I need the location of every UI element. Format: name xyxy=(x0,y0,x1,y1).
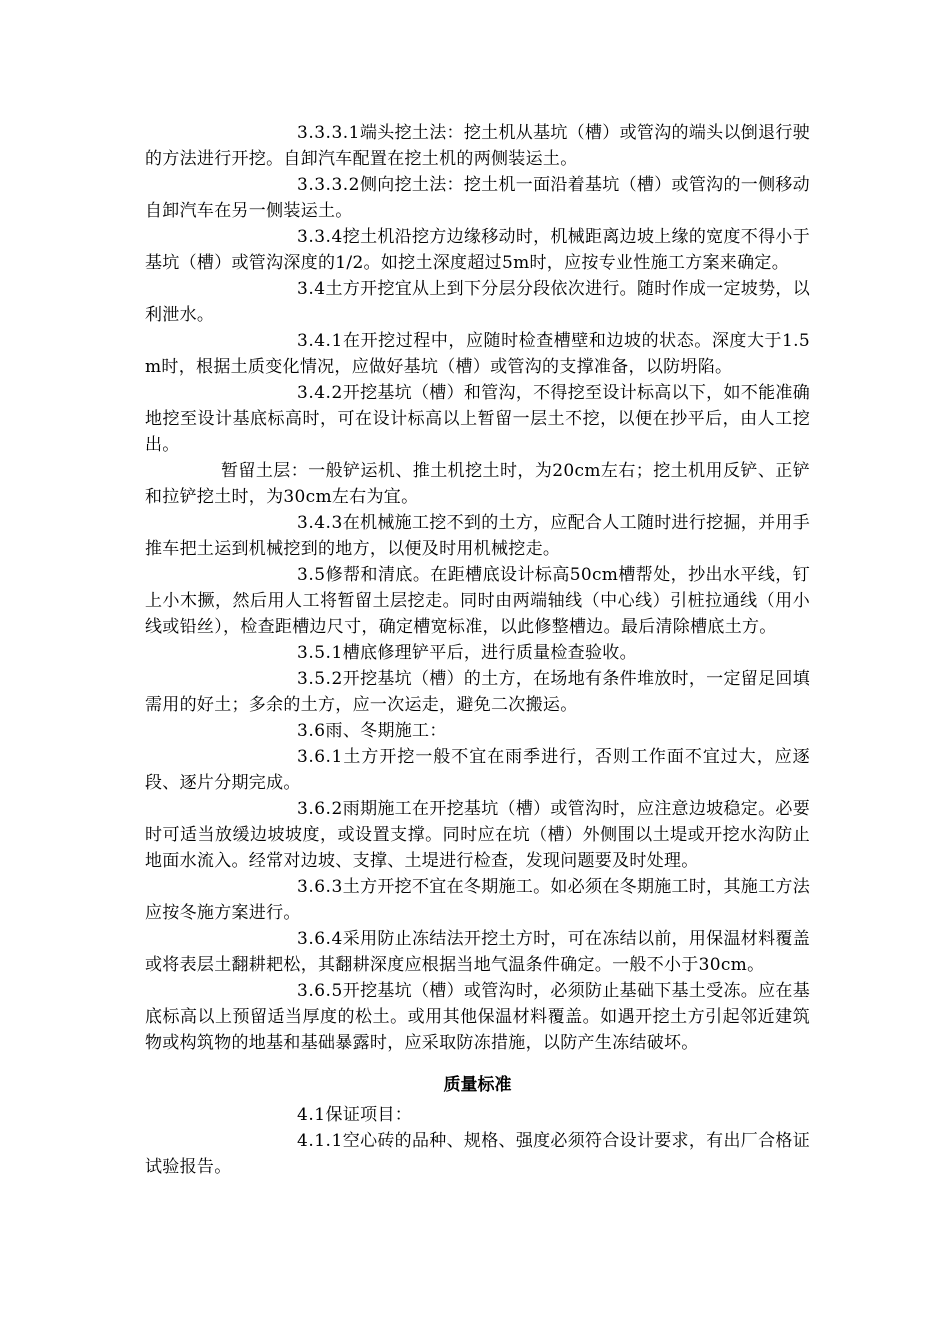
clause-text: 在开挖过程中，应随时检查槽壁和边坡的状态。深度大于1.5m时，根据土质变化情况，应做好基坑（槽）或管沟的支撑准备，以防坍陷。 xyxy=(145,331,810,377)
clause-number: 3.6 xyxy=(297,721,326,741)
clause-text: 开挖基坑（槽）或管沟时，必须防止基础下基土受冻。应在基底标高以上预留适当厚度的松土。或用其他保温材料覆盖。如遇开挖土方引起邻近建筑物或构筑物的地基和基础暴露时，应采取防冻措施，以防产生冻结破坏。 xyxy=(145,981,810,1053)
clause-number: 3.6.4 xyxy=(297,929,343,949)
section-quality xyxy=(145,1102,810,1180)
clause-text: 开挖基坑（槽）的土方，在场地有条件堆放时，一定留足回填需用的好土；多余的土方，应一次运走，避免二次搬运。 xyxy=(145,669,810,715)
clause-number: 3.5 xyxy=(297,565,326,585)
paragraph xyxy=(145,796,810,874)
clause-number: 3.6.5 xyxy=(297,981,343,1001)
paragraph xyxy=(145,978,810,1056)
clause-number: 3.3.3.1 xyxy=(297,123,360,143)
clause-text: 槽底修理铲平后，进行质量检查验收。 xyxy=(342,643,637,663)
clause-text: 采用防止冻结法开挖土方时，可在冻结以前，用保温材料覆盖或将表层土翻耕耙松，其翻耕深度应根据当地气温条件确定。一般不小于30cm。 xyxy=(145,929,810,975)
clause-text: 暂留土层：一般铲运机、推土机挖土时，为20cm左右；挖土机用反铲、正铲和拉铲挖土时，为30cm左右为宜。 xyxy=(145,461,810,507)
paragraph xyxy=(145,666,810,718)
paragraph xyxy=(145,328,810,380)
paragraph xyxy=(145,874,810,926)
paragraph xyxy=(145,120,810,172)
document-page xyxy=(145,120,810,1180)
clause-number: 4.1 xyxy=(297,1105,326,1125)
clause-text: 土方开挖一般不宜在雨季进行，否则工作面不宜过大，应逐段、逐片分期完成。 xyxy=(145,747,810,793)
clause-number: 3.4 xyxy=(297,279,326,299)
clause-text: 空心砖的品种、规格、强度必须符合设计要求，有出厂合格证试验报告。 xyxy=(145,1131,810,1177)
clause-text: 土方开挖不宜在冬期施工。如必须在冬期施工时，其施工方法应按冬施方案进行。 xyxy=(145,877,810,923)
paragraph xyxy=(145,744,810,796)
clause-number: 3.5.1 xyxy=(297,643,343,663)
clause-text: 雨期施工在开挖基坑（槽）或管沟时，应注意边坡稳定。必要时可适当放缓边坡坡度，或设置支撑。同时应在坑（槽）外侧围以土堤或开挖水沟防止地面水流入。经常对边坡、支撑、土堤进行检查，发现问题要及时处理。 xyxy=(145,799,810,871)
clause-number: 3.4.2 xyxy=(297,383,343,403)
paragraph xyxy=(145,172,810,224)
clause-text: 土方开挖宜从上到下分层分段依次进行。随时作成一定坡势，以利泄水。 xyxy=(145,279,810,325)
paragraph xyxy=(145,510,810,562)
clause-text: 保证项目： xyxy=(325,1105,413,1125)
paragraph xyxy=(145,276,810,328)
section-earthwork xyxy=(145,120,810,1056)
paragraph xyxy=(145,458,810,510)
paragraph xyxy=(145,926,810,978)
paragraph xyxy=(145,718,810,744)
clause-number: 3.3.4 xyxy=(297,227,343,247)
paragraph xyxy=(145,224,810,276)
paragraph xyxy=(145,562,810,640)
clause-number: 3.5.2 xyxy=(297,669,343,689)
paragraph xyxy=(145,380,810,458)
clause-number: 3.4.3 xyxy=(297,513,343,533)
clause-number: 4.1.1 xyxy=(297,1131,343,1151)
clause-text: 雨、冬期施工： xyxy=(325,721,447,741)
clause-number: 3.4.1 xyxy=(297,331,343,351)
clause-number: 3.6.2 xyxy=(297,799,343,819)
section-heading: 质量标准 xyxy=(443,1075,512,1095)
clause-number: 3.6.1 xyxy=(297,747,343,767)
clause-text: 修帮和清底。在距槽底设计标高50cm槽帮处，抄出水平线，钉上小木撅，然后用人工将暂留土层挖走。同时由两端轴线（中心线）引桩拉通线（用小线或铅丝），检查距槽边尺寸，确定槽宽标准，以此修整槽边。最后清除槽底土方。 xyxy=(145,565,810,637)
clause-text: 挖土机沿挖方边缘移动时，机械距离边坡上缘的宽度不得小于基坑（槽）或管沟深度的1/2。如挖土深度超过5m时，应按专业性施工方案来确定。 xyxy=(145,227,810,273)
paragraph xyxy=(145,1102,810,1128)
clause-text: 开挖基坑（槽）和管沟，不得挖至设计标高以下，如不能准确地挖至设计基底标高时，可在设计标高以上暂留一层土不挖，以便在抄平后，由人工挖出。 xyxy=(145,383,810,455)
clause-number: 3.3.3.2 xyxy=(297,175,360,195)
paragraph xyxy=(145,640,810,666)
clause-text: 侧向挖土法：挖土机一面沿着基坑（槽）或管沟的一侧移动自卸汽车在另一侧装运土。 xyxy=(145,175,810,221)
paragraph xyxy=(145,1128,810,1180)
clause-number: 3.6.3 xyxy=(297,877,343,897)
clause-text: 端头挖土法：挖土机从基坑（槽）或管沟的端头以倒退行驶的方法进行开挖。自卸汽车配置在挖土机的两侧装运土。 xyxy=(145,123,810,169)
clause-text: 在机械施工挖不到的土方，应配合人工随时进行挖掘，并用手推车把土运到机械挖到的地方，以便及时用机械挖走。 xyxy=(145,513,810,559)
